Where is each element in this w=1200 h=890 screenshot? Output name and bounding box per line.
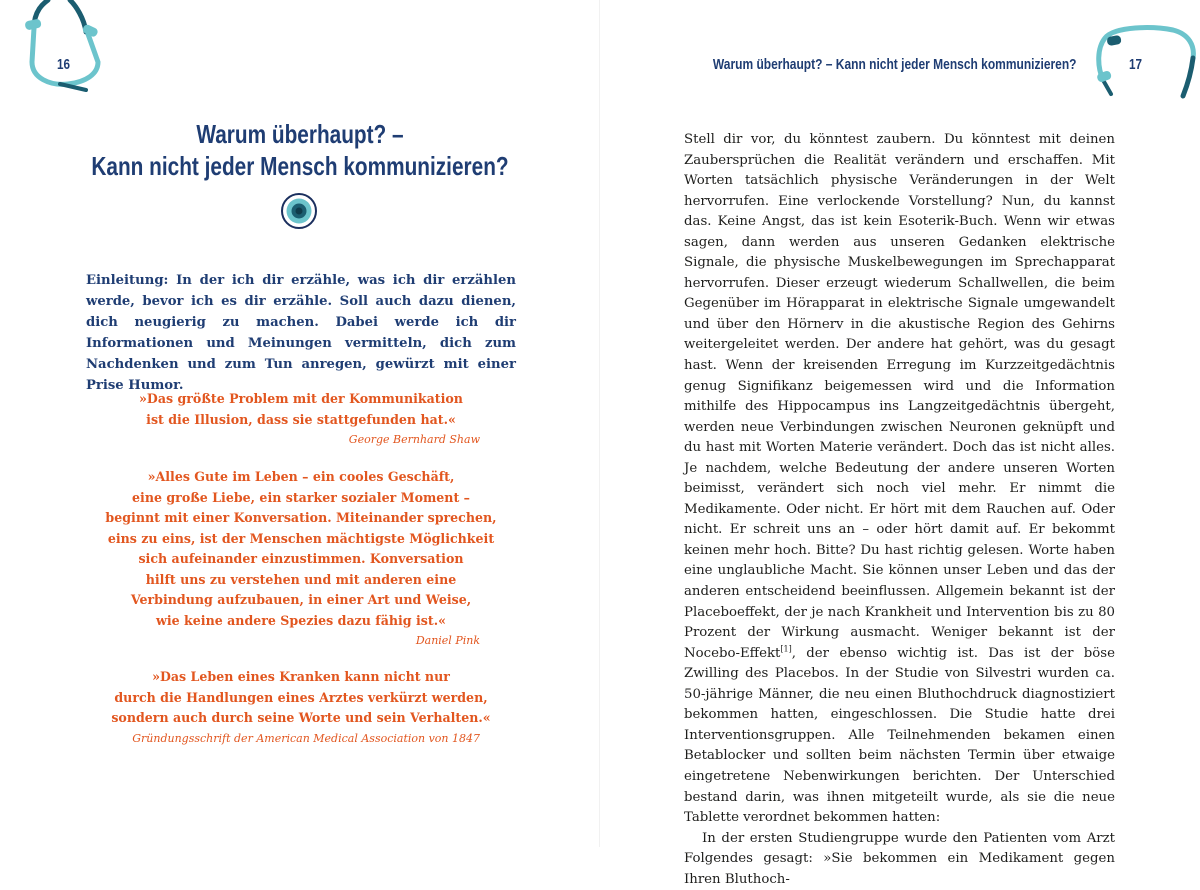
quote-author: Gründungsschrift der American Medical Association von 1847 (132, 731, 480, 745)
quote-line: »Das größte Problem mit der Kommunikation (139, 391, 463, 406)
quote-pink (88, 467, 514, 651)
chapter-introduction: Einleitung: In der ich dir erzähle, was ich dir erzählen werde, bevor ich es dir erzähle. Soll auch dazu dienen, dich neugierig zu machen. Dabei werde ich dir Informationen und Meinungen vermitteln, dich zum Nachdenken und zum Tun anregen, gewürzt mit einer Prise Humor. (86, 273, 516, 393)
page-number: 16 (57, 56, 71, 73)
quote-line: sich aufeinander einzustimmen. Konversation (138, 551, 464, 566)
body-paragraph: In der ersten Studiengruppe wurde den Patienten vom Arzt Folgendes gesagt: »Sie bekommen ein Medikament gegen Ihren Bluthoch- (684, 830, 1115, 887)
quote-line: sondern auch durch seine Worte und sein Verhalten.« (111, 710, 491, 725)
running-header: Warum überhaupt? – Kann nicht jeder Mensch kommunizieren? (713, 56, 1077, 73)
quote-line: hilft uns zu verstehen und mit anderen eine (145, 571, 457, 587)
body-text (684, 130, 1115, 890)
quote-line: eins zu eins, ist der Menschen mächtigste Möglichkeit (107, 530, 495, 546)
body-paragraph-part: , der ebenso wichtig ist. Das ist der böse Zwilling des Placebos. In der Studie von Silvestri wurden ca. 50-jährige Männer, die neu einen Bluthochdruck diagnostiziert bekommen hatten, eingeschlossen. Die Studie hatte drei Interventionsgruppen. Alle Teilnehmenden bekamen einen Betablocker und sollten beim nächsten Termin über etwaige eingetretene Nebenwirkungen berichten. Der Unterschied bestand darin, was ihnen mitgeteilt wurde, als sie die neue Tablette verordnet bekommen hatten: (684, 645, 1115, 826)
quote-line: ist die Illusion, dass sie stattgefunden hat.« (146, 411, 456, 427)
quote-line: Verbindung aufzubauen, in einer Art und Weise, (130, 592, 472, 607)
chapter-title-line-1: Warum überhaupt? – (196, 119, 404, 149)
quote-line: »Alles Gute im Leben – ein cooles Geschäft, (147, 469, 455, 484)
quote-shaw (88, 389, 514, 450)
body-paragraph (684, 130, 1115, 829)
footnote-marker: [1] (780, 644, 792, 654)
page-number: 17 (1129, 56, 1143, 73)
quote-author: Daniel Pink (415, 634, 480, 647)
quote-line: »Das Leben eines Kranken kann nicht nur (152, 669, 450, 684)
chapter-title-line-2: Kann nicht jeder Mensch kommunizieren? (91, 151, 509, 181)
left-page (0, 0, 600, 847)
stethoscope-icon (1095, 0, 1200, 100)
quote-line: beginnt mit einer Konversation. Miteinander sprechen, (105, 510, 497, 525)
stethoscope-icon (20, 0, 110, 100)
body-paragraph-part: Stell dir vor, du könntest zaubern. Du könntest mit deinen Zaubersprüchen die Realität verändern und erschaffen. Mit Worten tatsächlich physische Veränderungen in der Welt hervorrufen. Eine verlockende Vorstellung? Nun, du kannst das. Keine Angst, das ist kein Esoterik-Buch. Wenn wir etwas sagen, dann werden aus unseren Gedanken elektrische Signale, die physische Muskelbewegungen im Sprechapparat hervorrufen. Dieser erzeugt wiederum Schallwellen, die beim Gegenüber im Hörapparat in elektrische Signale umgewandelt und über den Hörnerv in die akustische Region des Gehirns weitergeleitet werden. Der andere hat gehört, was du gesagt hast. Wenn der kreisenden Erregung im Kurzzeitgedächtnis genug Signifikanz beigemessen wird und die Information mithilfe des Hippocampus ins Langzeitgedächtnis übergeht, werden neue Verbindungen zwischen Neuronen geknüpft und du hast mit Worten Materie verändert. Doch das ist nicht alles. Je nachdem, welche Bedeutung der andere unseren Worten beimisst, verändert sich noch viel mehr. Er nimmt die Medikamente. Oder nicht. Er hört mit dem Rauchen auf. Oder nicht. Er schreit uns an – oder hört damit auf. Er bekommt keinen mehr hoch. Bitte? Du hast richtig gelesen. Worte haben eine unglaubliche Macht. Sie können unser Leben und das der anderen entscheidend beeinflussen. Allgemein bekannt ist der Placeboeffekt, der je nach Krankheit und Intervention bis zu 80 Prozent der Wirkung ausmacht. Weniger bekannt ist der Nocebo-Effekt (684, 132, 1115, 661)
chapter-title (0, 118, 600, 182)
quote-ama (88, 667, 514, 749)
stethoscope-chestpiece-icon (280, 192, 318, 230)
quote-line: durch die Handlungen eines Arztes verkürzt werden, (114, 689, 488, 705)
quote-author: George Bernhard Shaw (348, 433, 480, 446)
quote-line: wie keine andere Spezies dazu fähig ist.« (156, 612, 446, 628)
quote-line: eine große Liebe, ein starker sozialer Moment – (132, 489, 470, 505)
